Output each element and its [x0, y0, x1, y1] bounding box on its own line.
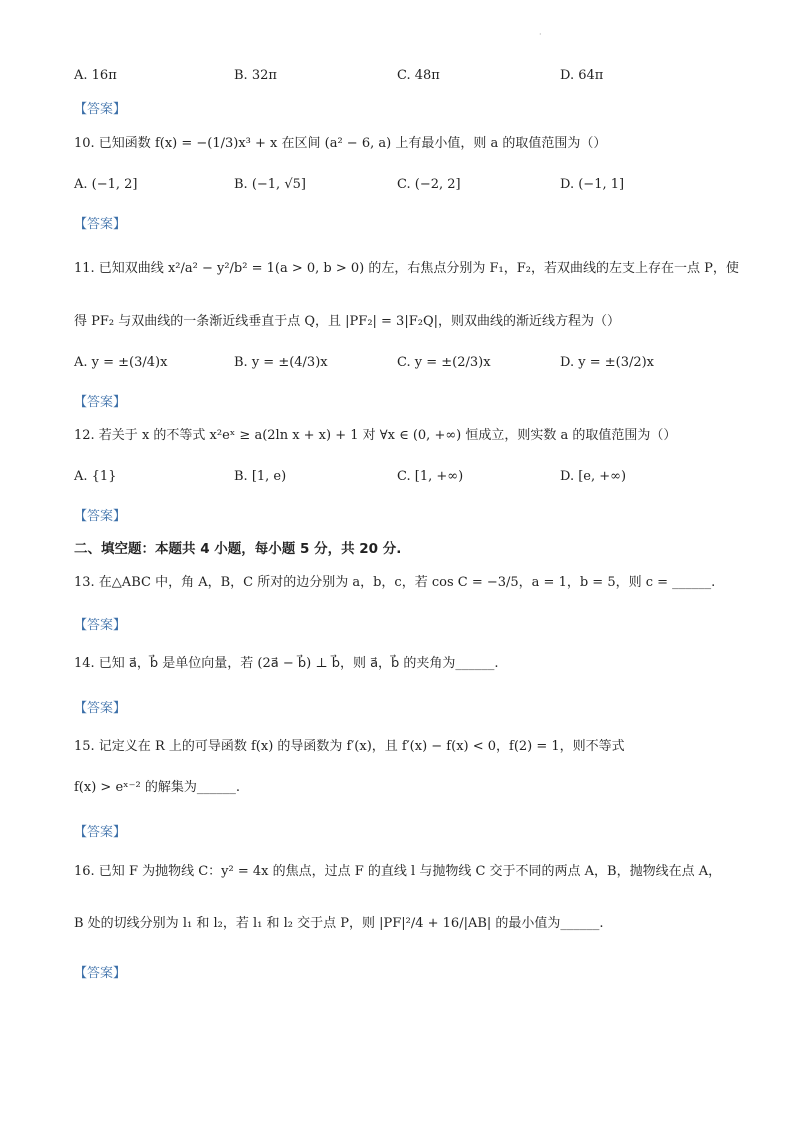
q10-options — [74, 173, 734, 197]
section-title-fill-in: 二、填空题：本题共 4 小题，每小题 5 分，共 20 分. — [74, 541, 402, 557]
q9-option-c: C. 48π — [397, 68, 440, 83]
q11-option-a: A. y = ±(3/4)x — [74, 355, 168, 370]
q14-answer-label: 【答案】 — [74, 701, 127, 716]
q9-option-d: D. 64π — [560, 68, 604, 83]
q11-option-b: B. y = ±(4/3)x — [234, 355, 328, 370]
q16-answer-label: 【答案】 — [74, 966, 127, 981]
q10-answer-label: 【答案】 — [74, 217, 127, 232]
q14-text: 14. 已知 a⃗，b⃗ 是单位向量，若 (2a⃗ − b⃗) ⊥ b⃗，则 a⃗，b⃗ 的夹角为______. — [74, 656, 499, 671]
q11-option-d: D. y = ±(3/2)x — [560, 355, 655, 370]
q13-text: 13. 在△ABC 中，角 A，B，C 所对的边分别为 a，b，c，若 cos C = −3/5，a = 1，b = 5，则 c = ______. — [74, 575, 716, 590]
q11-options — [74, 351, 734, 375]
q11-answer-label: 【答案】 — [74, 395, 127, 410]
q9-option-a: A. 16π — [74, 68, 117, 83]
q11-text-line1: 11. 已知双曲线 x²/a² − y²/b² = 1(a > 0, b > 0) 的左，右焦点分别为 F₁，F₂，若双曲线的左支上存在一点 P，使 — [74, 261, 739, 276]
q9-answer-label: 【答案】 — [74, 102, 127, 117]
q9-option-b: B. 32π — [234, 68, 277, 83]
q15-answer-label: 【答案】 — [74, 825, 127, 840]
q10-option-a: A. (−1, 2] — [74, 177, 138, 192]
q10-option-d: D. (−1, 1] — [560, 177, 625, 192]
q12-option-c: C. [1, +∞) — [397, 469, 464, 484]
q15-text-line1: 15. 记定义在 R 上的可导函数 f(x) 的导函数为 f′(x)，且 f′(x) − f(x) < 0，f(2) = 1，则不等式 — [74, 739, 625, 754]
q15-text-line2: f(x) > eˣ⁻² 的解集为______. — [74, 780, 240, 795]
q16-text-line2: B 处的切线分别为 l₁ 和 l₂，若 l₁ 和 l₂ 交于点 P，则 |PF|²/4 + 16/|AB| 的最小值为______. — [74, 916, 604, 931]
q12-options — [74, 465, 734, 489]
q9-options — [74, 64, 734, 88]
q10-option-b: B. (−1, √5] — [234, 177, 306, 192]
q13-answer-label: 【答案】 — [74, 618, 127, 633]
q16-text-line1: 16. 已知 F 为抛物线 C：y² = 4x 的焦点，过点 F 的直线 l 与抛物线 C 交于不同的两点 A，B，抛物线在点 A， — [74, 864, 722, 879]
q12-option-d: D. [e, +∞) — [560, 469, 627, 484]
q12-option-a: A. {1} — [74, 469, 117, 484]
q12-option-b: B. [1, e) — [234, 469, 287, 484]
q10-text: 10. 已知函数 f(x) = −(1/3)x³ + x 在区间 (a² − 6, a) 上有最小值，则 a 的取值范围为（） — [74, 136, 607, 151]
page-mark: · — [539, 30, 542, 39]
q12-text: 12. 若关于 x 的不等式 x²eˣ ≥ a(2ln x + x) + 1 对 ∀x ∈ (0, +∞) 恒成立，则实数 a 的取值范围为（） — [74, 428, 677, 443]
q12-answer-label: 【答案】 — [74, 509, 127, 524]
q11-option-c: C. y = ±(2/3)x — [397, 355, 491, 370]
q11-text-line2: 得 PF₂ 与双曲线的一条渐近线垂直于点 Q，且 |PF₂| = 3|F₂Q|，则双曲线的渐近线方程为（） — [74, 314, 620, 329]
q10-option-c: C. (−2, 2] — [397, 177, 461, 192]
